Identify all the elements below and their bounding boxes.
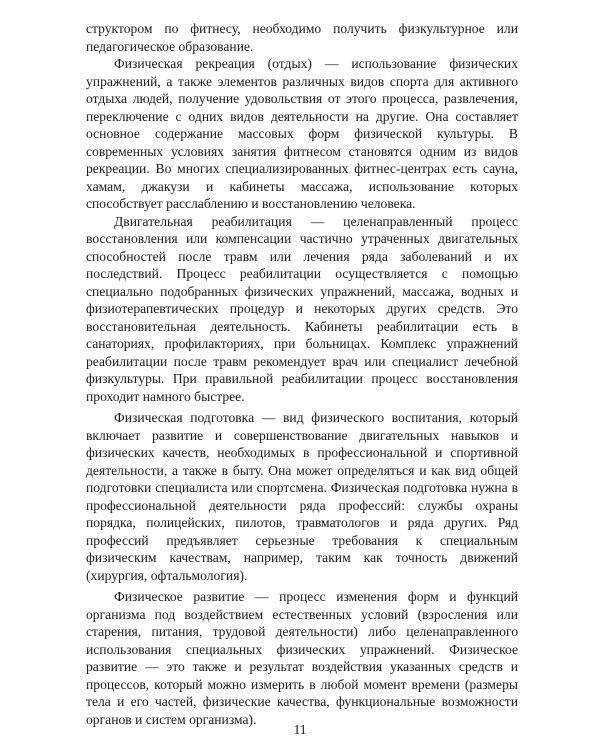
paragraph-physical-development: Физическое развитие — процесс изменения форм и функций организма под воздействием естественных условий (взросления или старения, питания, трудовой деятельности) либо целенаправленного использования специальных физических упражнений. Физическое развитие — это также и результат воздействия указанных средств и процессов, который можно измерить в любой момент времени (размеры тела и его частей, физические качества, функциональные возможности органов и систем организма). bbox=[86, 589, 518, 727]
paragraph-recreation: Физическая рекреация (отдых) — использование физических упражнений, а также элементов различных видов спорта для активного отдыха людей, получение удовольствия от этого процесса, развлечения, переключение с одних видов деятельности на другие. Она составляет основное содержание массовых форм физической культуры. В современных условиях занятия фитнесом становятся одним из видов рекреации. Во многих специализированных фитнес-центрах есть сауна, хамам, джакузи и кабинеты массажа, использование которых способствует расслаблению и восстановлению человека. bbox=[86, 56, 518, 211]
page-number: 11 bbox=[293, 722, 307, 737]
paragraph-continuation: структором по фитнесу, необходимо получить физкультурное или педагогическое образование. bbox=[86, 21, 518, 54]
paragraph-rehabilitation: Двигательная реабилитация — целенаправленный процесс восстановления или компенсации частично утраченных двигательных способностей после травм или лечения ряда заболеваний и их последствий. Процесс реабилитации осуществляется с помощью специально подобранных физических упражнений, массажа, водных и физиотерапевтических процедур и некоторых других средств. Это восстановительная деятельность. Кабинеты реабилитации есть в санаториях, профилакториях, при больницах. Комплекс упражнений реабилитации после травм рекомендует врач или специалист лечебной физкультуры. При правильной реабилитации процесс восстановления проходит намного быстрее. bbox=[86, 213, 518, 404]
body-text bbox=[86, 20, 518, 728]
paragraph-physical-training: Физическая подготовка — вид физического воспитания, который включает развитие и совершенствование двигательных навыков и физических качеств, необходимых в профессиональной и спортивной деятельности, а также в быту. Она может определяться и как вид общей подготовки специалиста или спортсмена. Физическая подготовка нужна в профессиональной деятельности ряда профессий: службы охраны порядка, полицейских, пилотов, травматологов и ряда других. Ряд профессий предъявляет серьезные требования к специальным физическим качествам, например, таким как точность движений (хирургия, офтальмология). bbox=[86, 410, 518, 583]
